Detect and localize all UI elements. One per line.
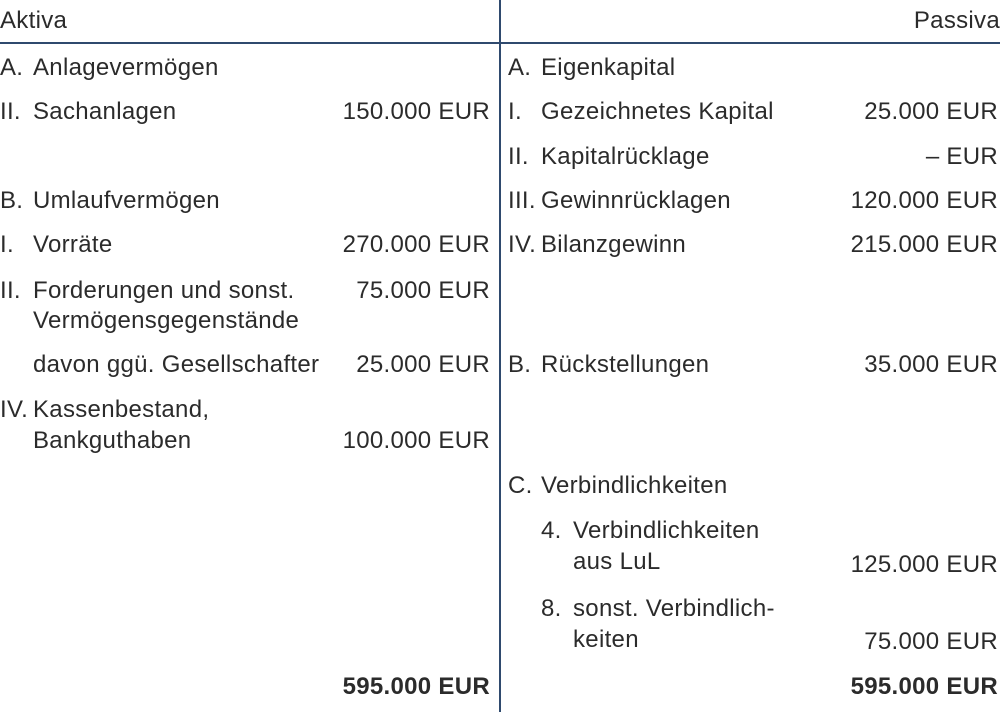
gewinnruecklagen-value: 120.000 EUR <box>850 187 998 214</box>
davon-gesellschafter-value: 25.000 EUR <box>356 351 490 378</box>
column-divider <box>499 0 501 712</box>
gezeichnetes-kapital-prefix: I. <box>508 98 522 125</box>
kasse-label-line2: Bankguthaben <box>33 427 192 454</box>
forderungen-prefix: II. <box>0 277 21 304</box>
sachanlagen-label: Sachanlagen <box>33 98 177 125</box>
rueckstellungen-label: Rückstellungen <box>541 351 710 378</box>
sonst-verb-label-line2: keiten <box>573 626 639 653</box>
kapitalruecklage-label: Kapitalrücklage <box>541 143 710 170</box>
verb-lul-prefix: 4. <box>541 517 562 544</box>
aktiva-total: 595.000 EUR <box>342 673 490 700</box>
bilanzgewinn-prefix: IV. <box>508 231 537 258</box>
verb-lul-label-line2: aus LuL <box>573 548 661 575</box>
davon-gesellschafter-label: davon ggü. Gesellschafter <box>33 351 320 378</box>
gezeichnetes-kapital-label: Gezeichnetes Kapital <box>541 98 774 125</box>
passiva-a-title: Eigenkapital <box>541 54 676 81</box>
bilanzgewinn-label: Bilanzgewinn <box>541 231 687 258</box>
verbindlichkeiten-title: Verbindlichkeiten <box>541 472 728 499</box>
gezeichnetes-kapital-value: 25.000 EUR <box>864 98 998 125</box>
passiva-c-prefix: C. <box>508 472 533 499</box>
rueckstellungen-value: 35.000 EUR <box>864 351 998 378</box>
sonst-verb-label-line1: sonst. Verbindlich- <box>573 595 775 622</box>
bilanzgewinn-value: 215.000 EUR <box>850 231 998 258</box>
sonst-verb-prefix: 8. <box>541 595 562 622</box>
kapitalruecklage-value: – EUR <box>925 143 998 170</box>
passiva-a-prefix: A. <box>508 54 532 81</box>
kasse-value: 100.000 EUR <box>342 427 490 454</box>
vorraete-prefix: I. <box>0 231 14 258</box>
verb-lul-label-line1: Verbindlichkeiten <box>573 517 760 544</box>
sonst-verb-value: 75.000 EUR <box>864 628 998 655</box>
aktiva-heading: Aktiva <box>0 7 68 34</box>
kasse-label-line1: Kassenbestand, <box>33 396 210 423</box>
aktiva-a-prefix: A. <box>0 54 24 81</box>
forderungen-value: 75.000 EUR <box>356 277 490 304</box>
kasse-prefix: IV. <box>0 396 29 423</box>
kapitalruecklage-prefix: II. <box>508 143 529 170</box>
passiva-heading: Passiva <box>913 7 1000 34</box>
sachanlagen-value: 150.000 EUR <box>342 98 490 125</box>
vorraete-label: Vorräte <box>33 231 113 258</box>
aktiva-b-title: Umlaufvermögen <box>33 187 220 214</box>
passiva-total: 595.000 EUR <box>850 673 998 700</box>
gewinnruecklagen-prefix: III. <box>508 187 536 214</box>
aktiva-b-prefix: B. <box>0 187 24 214</box>
forderungen-label-line2: Vermögensgegenstände <box>33 307 300 334</box>
sachanlagen-prefix: II. <box>0 98 21 125</box>
verb-lul-value: 125.000 EUR <box>850 551 998 578</box>
aktiva-a-title: Anlagevermögen <box>33 54 219 81</box>
passiva-b-prefix: B. <box>508 351 532 378</box>
vorraete-value: 270.000 EUR <box>342 231 490 258</box>
gewinnruecklagen-label: Gewinnrücklagen <box>541 187 731 214</box>
forderungen-label-line1: Forderungen und sonst. <box>33 277 295 304</box>
